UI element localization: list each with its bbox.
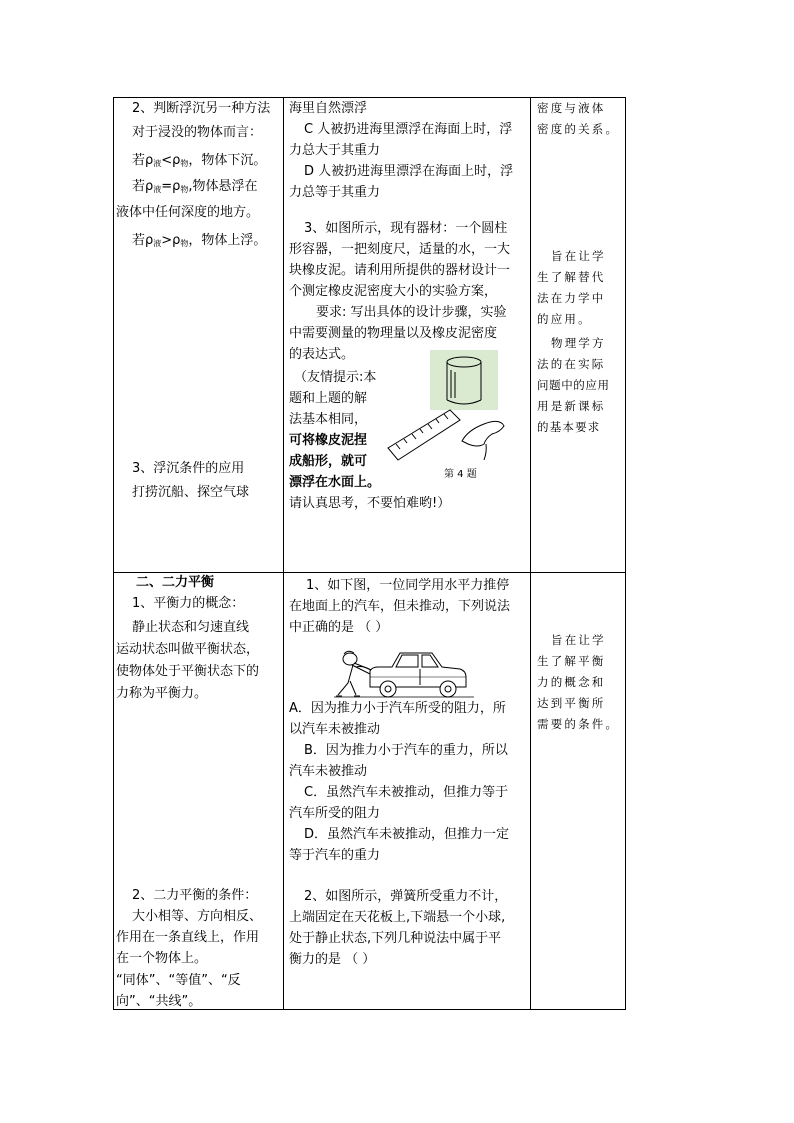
text-line: 海里自然漂浮 <box>289 101 368 116</box>
cylinder-ruler-clay-figure <box>388 348 528 478</box>
text-line: 2、二力平衡的条件： <box>132 888 258 903</box>
text-line: 静止状态和匀速直线 <box>132 620 250 635</box>
text-line: 请认真思考，不要怕难哟!） <box>289 496 451 511</box>
text-line: 3、如图所示，现有器材：一个圆柱 <box>304 221 508 236</box>
text-line: 用是新课标 <box>537 399 606 413</box>
text-line: 若$\rho_液>\rho_物$，物体上浮。 <box>132 233 267 248</box>
text-line: 要求: 写出具体的设计步骤，实验 <box>316 305 507 320</box>
text-line: 3、浮沉条件的应用 <box>132 461 245 476</box>
left-cell-buoyancy <box>114 98 284 573</box>
text-line: 的基本要求 <box>537 420 601 434</box>
text-line: D 人被扔进海里漂浮在海面上时，浮 <box>304 164 514 179</box>
text-line: D．虽然汽车未被推动，但推力一定 <box>304 827 510 842</box>
table-row <box>114 573 626 1010</box>
lesson-table <box>113 97 626 1010</box>
text-line: 以汽车未被推动 <box>289 722 381 737</box>
clay-lump-icon <box>462 421 504 460</box>
text-line: 在一个物体上。 <box>116 951 208 966</box>
text-line: 个测定橡皮泥密度大小的实验方案， <box>289 284 498 299</box>
section-title: 二、二力平衡 <box>136 575 215 590</box>
text-line: 汽车未被推动 <box>289 764 368 779</box>
text-line: 力的概念和 <box>537 675 606 689</box>
text-line: 运动状态叫做平衡状态， <box>116 642 260 657</box>
text-line: 法的在实际 <box>537 357 606 371</box>
text-line: 问题中的应用 <box>537 378 610 392</box>
text-line: 2、如图所示，弹簧所受重力不计， <box>304 889 508 904</box>
text-line: 法在力学中 <box>537 291 606 305</box>
table-row <box>114 98 626 573</box>
text-line: 衡力的是 （ ） <box>289 952 376 967</box>
left-cell-balance <box>114 573 284 1010</box>
text-line: C．虽然汽车未被推动，但推力等于 <box>304 785 509 800</box>
text-line: 力总大于其重力 <box>289 143 381 158</box>
text-line: 块橡皮泥。请利用所提供的器材设计一 <box>289 263 511 278</box>
text-line: 等于汽车的重力 <box>289 848 381 863</box>
text-line: 大小相等、方向相反、 <box>132 909 263 924</box>
text-line: 漂浮在水面上。 <box>289 475 381 490</box>
text-line: 形容器，一把刻度尺，适量的水，一大 <box>289 242 511 257</box>
person-pushing-icon <box>336 651 374 696</box>
text-line: 力总等于其重力 <box>289 185 381 200</box>
text-line: 生了解平衡 <box>537 654 606 668</box>
text-line: 上端固定在天花板上,下端悬一个小球, <box>289 910 506 925</box>
text-line: 向”、“共线”。 <box>116 994 202 1009</box>
text-line: 液体中任何深度的地方。 <box>116 205 260 220</box>
text-line: 对于浸没的物体而言： <box>132 125 263 140</box>
text-line: A．因为推力小于汽车所受的阻力，所 <box>289 701 506 716</box>
text-line: 生了解替代 <box>537 270 606 284</box>
text-line: 中需要测量的物理量以及橡皮泥密度 <box>289 326 498 341</box>
text-line: 密度的关系。 <box>537 122 620 136</box>
text-line: 达到平衡所 <box>537 696 606 710</box>
figure-caption: 第 4 题 <box>444 469 477 480</box>
text-line: B．因为推力小于汽车的重力，所以 <box>304 743 508 758</box>
person-pushing-car-figure <box>334 645 474 703</box>
text-line: 法基本相同， <box>289 412 368 427</box>
text-line: 若$\rho_液=\rho_物$,物体悬浮在 <box>132 179 258 194</box>
text-line: “同体”、“等值”、“反 <box>116 973 241 988</box>
text-line: 力称为平衡力。 <box>116 686 208 701</box>
text-line: 作用在一条直线上，作用 <box>116 930 260 945</box>
text-line: 在地面上的汽车，但未推动，下列说法 <box>289 599 511 614</box>
text-line: 题和上题的解 <box>289 391 368 406</box>
right-cell-balance-notes <box>531 573 626 1010</box>
text-line: 密度与液体 <box>537 101 606 115</box>
text-line: 成船形，就可 <box>289 454 368 469</box>
right-cell-notes <box>531 98 626 573</box>
text-line: 中正确的是 （ ） <box>289 620 389 635</box>
text-line: 物理学方 <box>551 336 606 350</box>
text-line: 的表达式。 <box>289 347 355 362</box>
middle-cell-exercises <box>284 98 531 573</box>
middle-cell-balance-exercises <box>284 573 531 1010</box>
text-line: 使物体处于平衡状态下的 <box>116 664 260 679</box>
text-line: 2、判断浮沉另一种方法 <box>132 101 271 116</box>
text-line: C 人被扔进海里漂浮在海面上时，浮 <box>304 122 513 137</box>
text-line: 处于静止状态,下列几种说法中属于平 <box>289 931 502 946</box>
text-line: 汽车所受的阻力 <box>289 806 381 821</box>
text-line: 1、如下图，一位同学用水平力推停 <box>306 578 510 593</box>
text-line: 打捞沉船、探空气球 <box>132 485 250 500</box>
text-line: 旨在让学 <box>551 633 606 647</box>
text-line: 旨在让学 <box>551 249 606 263</box>
text-line: 1、平衡力的概念： <box>132 596 245 611</box>
ruler-icon <box>388 410 460 460</box>
text-line: 可将橡皮泥捏 <box>289 433 368 448</box>
text-line: 若$\rho_液<\rho_物$，物体下沉。 <box>132 153 267 168</box>
text-line: 需要的条件。 <box>537 717 620 731</box>
text-line: （友情提示:本 <box>294 370 377 385</box>
text-line: 的应用。 <box>537 312 592 326</box>
